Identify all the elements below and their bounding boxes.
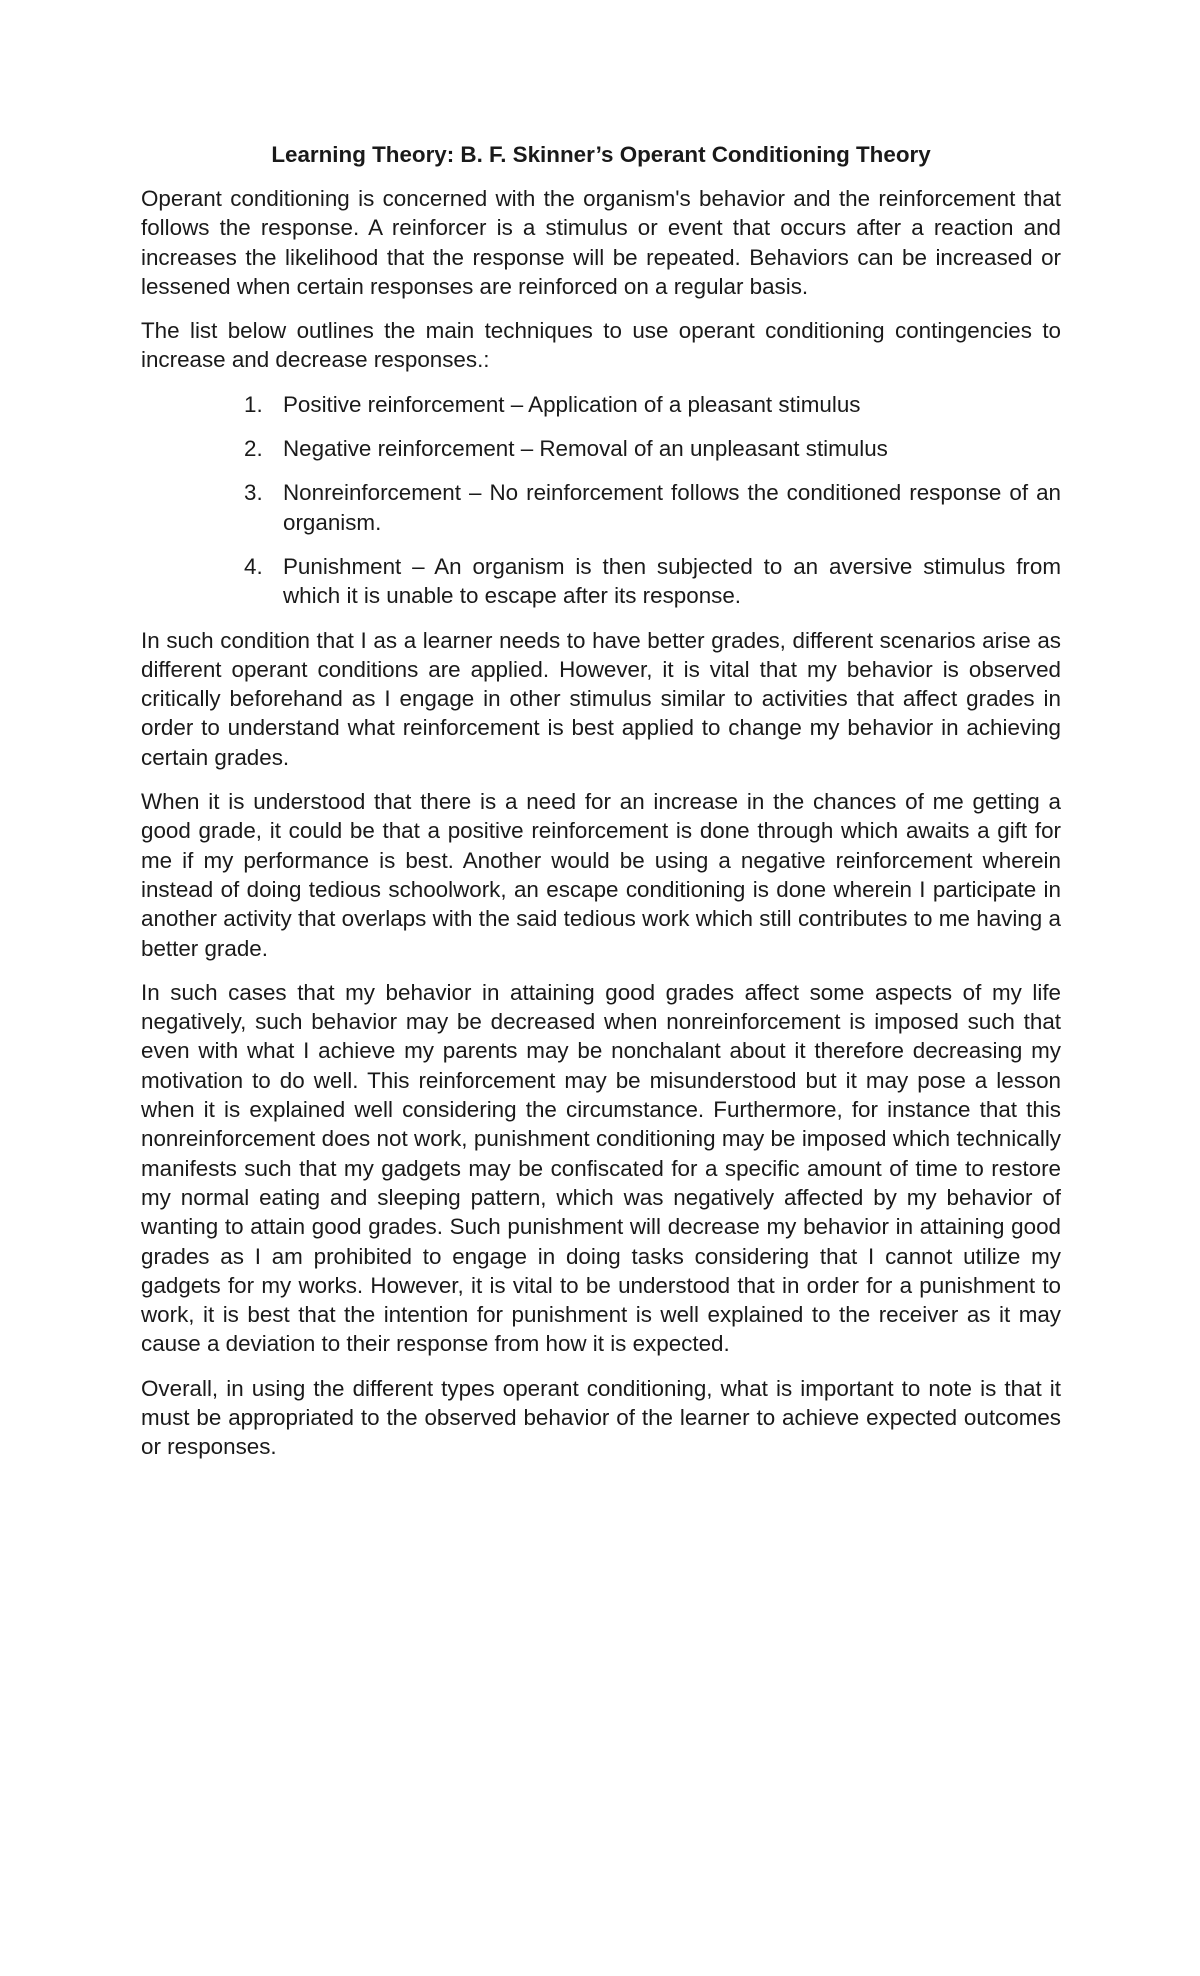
document-title: Learning Theory: B. F. Skinner’s Operant Conditioning Theory [271, 142, 931, 167]
list-item [141, 552, 1061, 611]
list-item-number: 1. [244, 391, 263, 417]
list-item [141, 434, 1061, 463]
list-item-text: Nonreinforcement – No reinforcement follows the conditioned response of an organism. [283, 480, 1061, 535]
list-item-text: Positive reinforcement – Application of a pleasant stimulus [283, 391, 861, 417]
techniques-list [141, 390, 1061, 611]
intro-paragraph: Operant conditioning is concerned with the organism's behavior and the reinforcement that follows the response. A reinforcer is a stimulus or event that occurs after a reaction and increases the likelihood that the response will be repeated. Behaviors can be increased or lessened when certain responses are reinforced on a regular basis. [141, 186, 1061, 299]
list-intro-paragraph: The list below outlines the main techniques to use operant conditioning contingencies to increase and decrease responses.: [141, 318, 1061, 373]
list-item [141, 478, 1061, 537]
body-paragraph: In such condition that I as a learner needs to have better grades, different scenarios arise as different operant conditions are applied. However, it is vital that my behavior is observed critically beforehand as I engage in other stimulus similar to activities that affect grades in order to understand what reinforcement is best applied to change my behavior in achieving certain grades. [141, 627, 1061, 770]
list-item-number: 2. [244, 436, 263, 462]
list-item [141, 390, 1061, 419]
list-item-text: Negative reinforcement – Removal of an unpleasant stimulus [283, 436, 888, 462]
list-item-number: 4. [244, 553, 263, 579]
list-item-text: Punishment – An organism is then subjected to an aversive stimulus from which it is unable to escape after its response. [283, 553, 1061, 609]
body-paragraph: In such cases that my behavior in attaining good grades affect some aspects of my life negatively, such behavior may be decreased when nonreinforcement is imposed such that even with what I achieve my parents may be nonchalant about it therefore decreasing my motivation to do well. This reinforcement may be misunderstood but it may pose a lesson when it is explained well considering the circumstance. Furthermore, for instance that this nonreinforcement does not work, punishment conditioning may be imposed which technically manifests such that my gadgets may be confiscated for a specific amount of time to restore my normal eating and sleeping pattern, which was negatively affected by my behavior of wanting to attain good grades. Such punishment will decrease my behavior in attaining good grades as I am prohibited to engage in doing tasks considering that I cannot utilize my gadgets for my works. However, it is vital to be understood that in order for a punishment to work, it is best that the intention for punishment is well explained to the receiver as it may cause a deviation to their response from how it is expected. [141, 979, 1061, 1357]
list-item-number: 3. [244, 480, 263, 506]
body-paragraph: When it is understood that there is a need for an increase in the chances of me getting a good grade, it could be that a positive reinforcement is done through which awaits a gift for me if my performance is best. Another would be using a negative reinforcement wherein instead of doing tedious schoolwork, an escape conditioning is done wherein I participate in another activity that overlaps with the said tedious work which still contributes to me having a better grade. [141, 789, 1061, 961]
conclusion-paragraph: Overall, in using the different types operant conditioning, what is important to note is that it must be appropriated to the observed behavior of the learner to achieve expected outcomes or responses. [141, 1375, 1061, 1460]
